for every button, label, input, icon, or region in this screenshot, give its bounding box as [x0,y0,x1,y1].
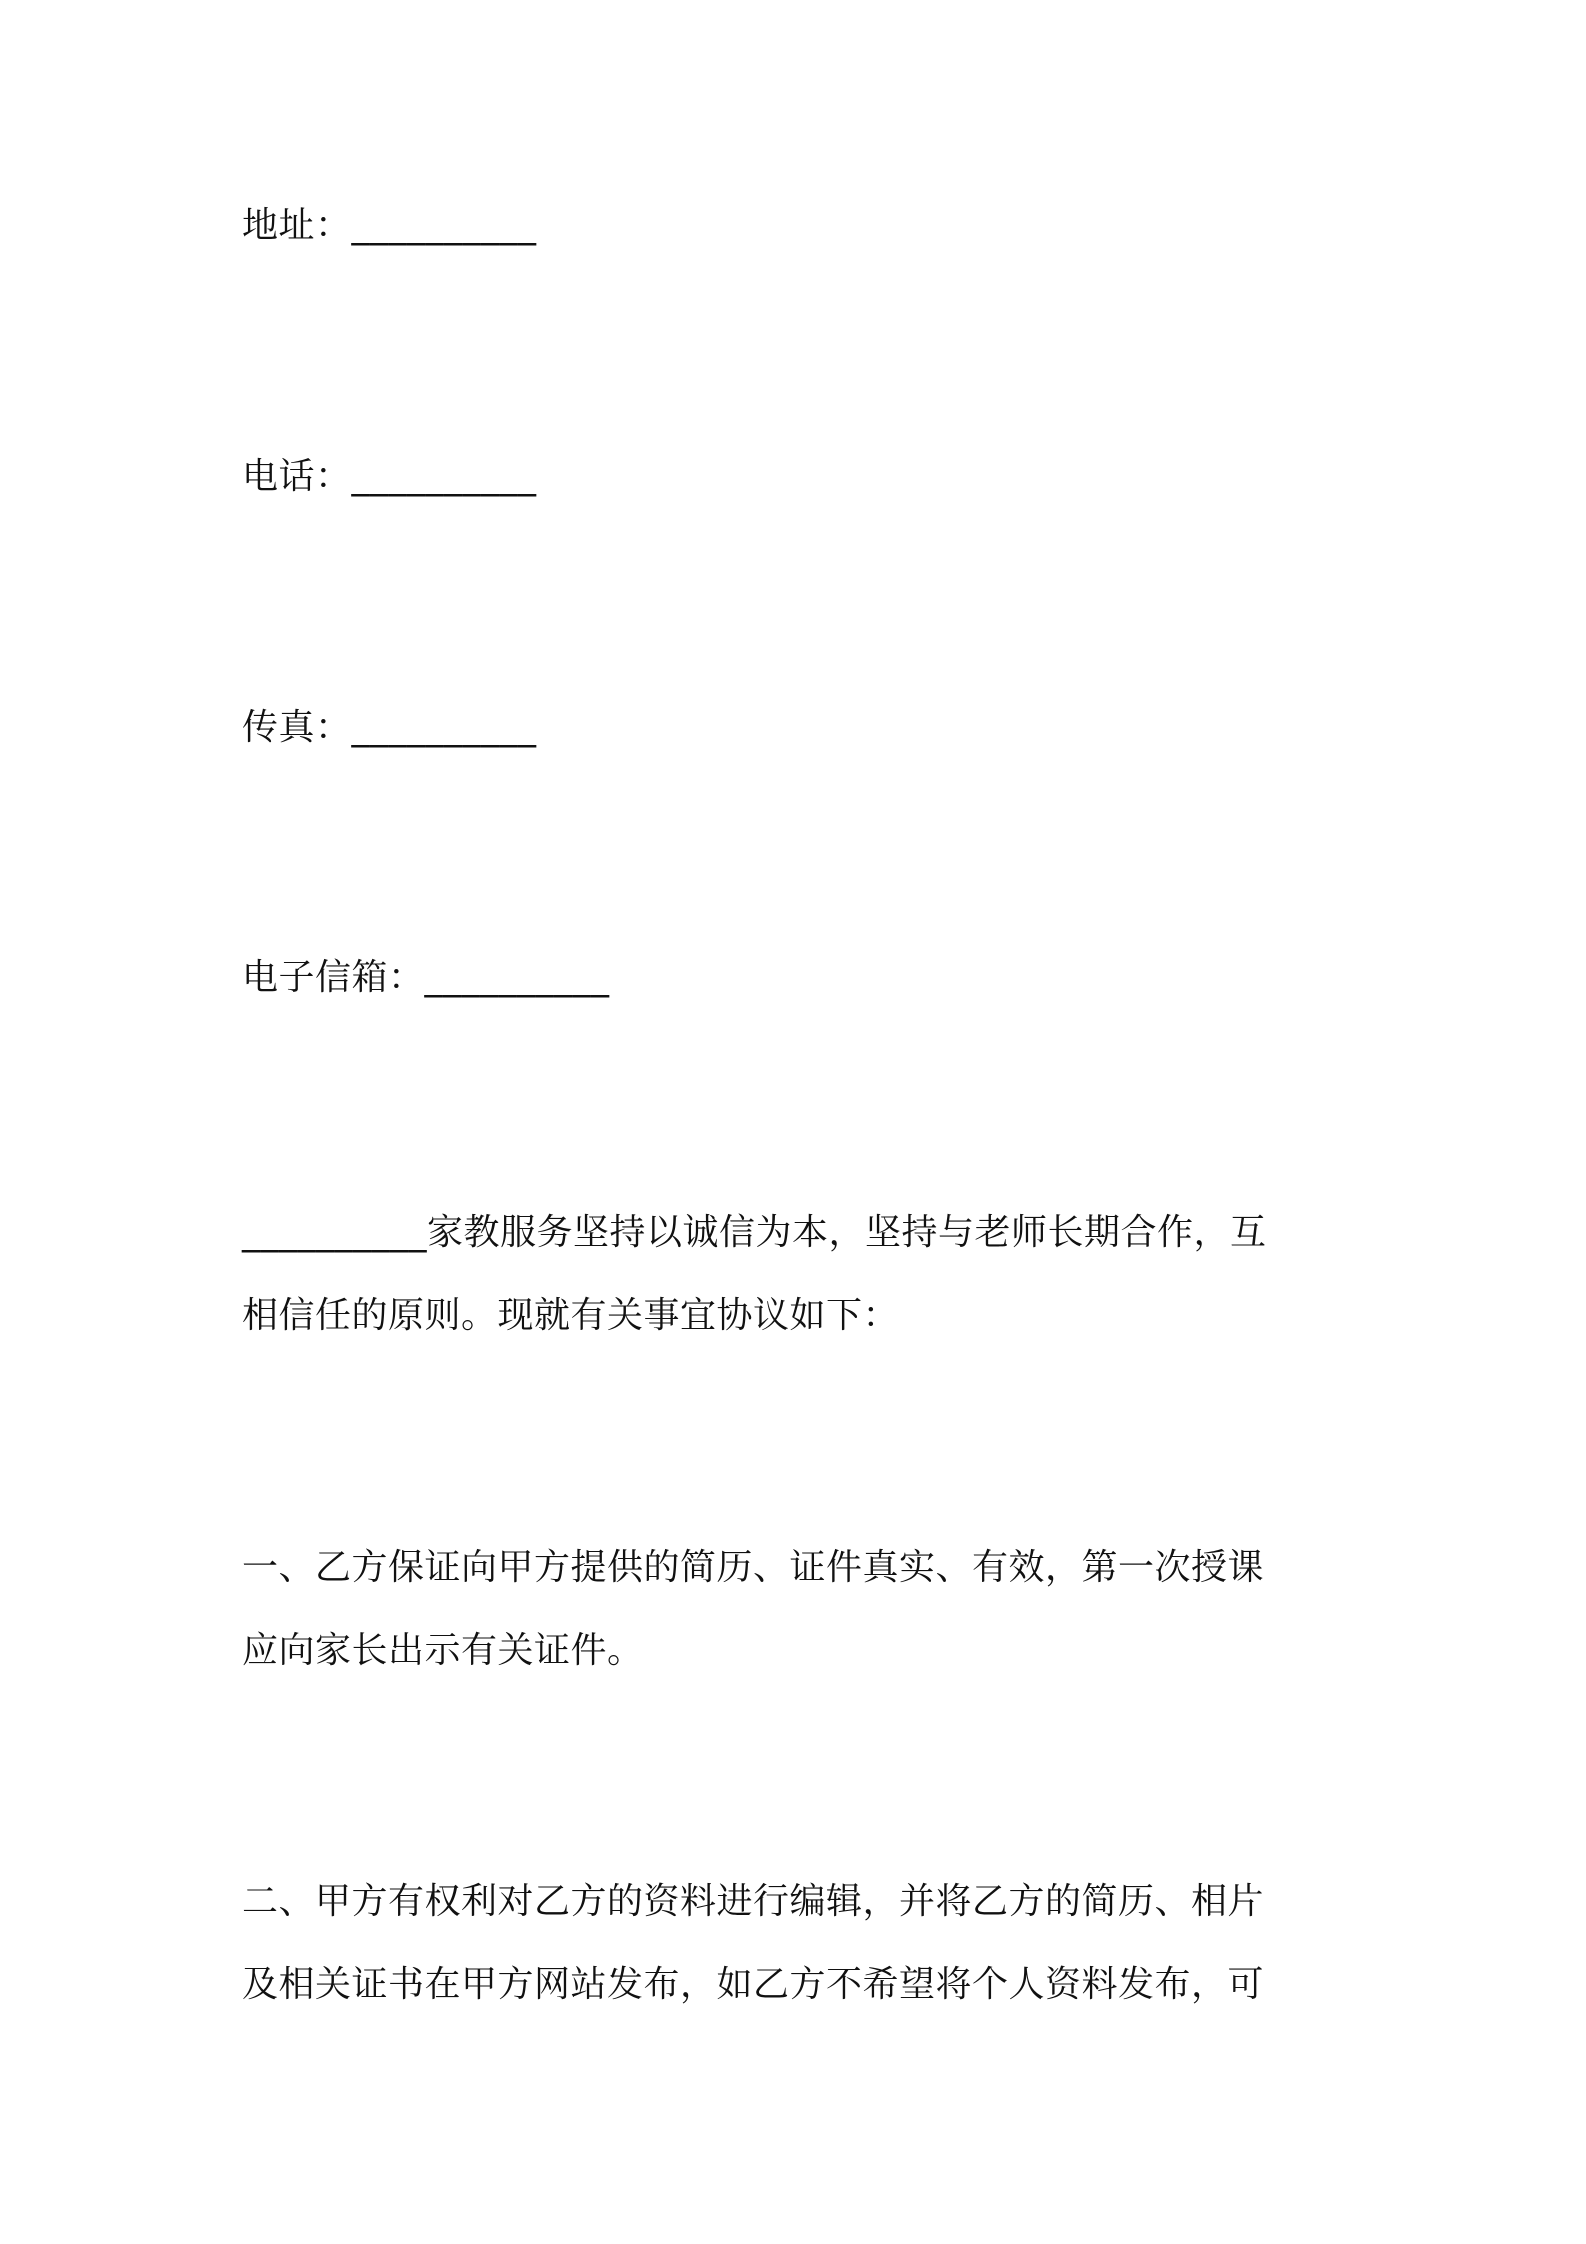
clause-2-line-1: 二、甲方有权利对乙方的资料进行编辑，并将乙方的简历、相片 [242,1881,1265,1922]
phone-field [242,453,537,501]
intro-line-1: __________家教服务坚持以诚信为本，坚持与老师长期合作，互 [242,1212,1267,1253]
clause-1-line-1: 一、乙方保证向甲方提供的简历、证件真实、有效，第一次授课 [242,1547,1265,1588]
fax-field [242,704,537,752]
phone-label: 电话： [242,456,352,497]
phone-blank: __________ [351,456,537,497]
fax-label: 传真： [242,707,352,748]
clause-2-line-2: 及相关证书在甲方网站发布，如乙方不希望将个人资料发布，可 [242,1964,1265,2005]
email-label: 电子信箱： [242,957,425,998]
address-blank: __________ [351,205,537,246]
clause-2 [242,1860,1352,2026]
fax-blank: __________ [351,707,537,748]
intro-line-2: 相信任的原则。现就有关事宜协议如下： [242,1295,900,1336]
email-blank: __________ [424,957,610,998]
email-field [242,954,610,1002]
clause-1 [242,1526,1352,1692]
clause-1-line-2: 应向家长出示有关证件。 [242,1630,644,1671]
intro-paragraph [242,1191,1352,1357]
address-label: 地址： [242,205,352,246]
address-field [242,202,537,250]
